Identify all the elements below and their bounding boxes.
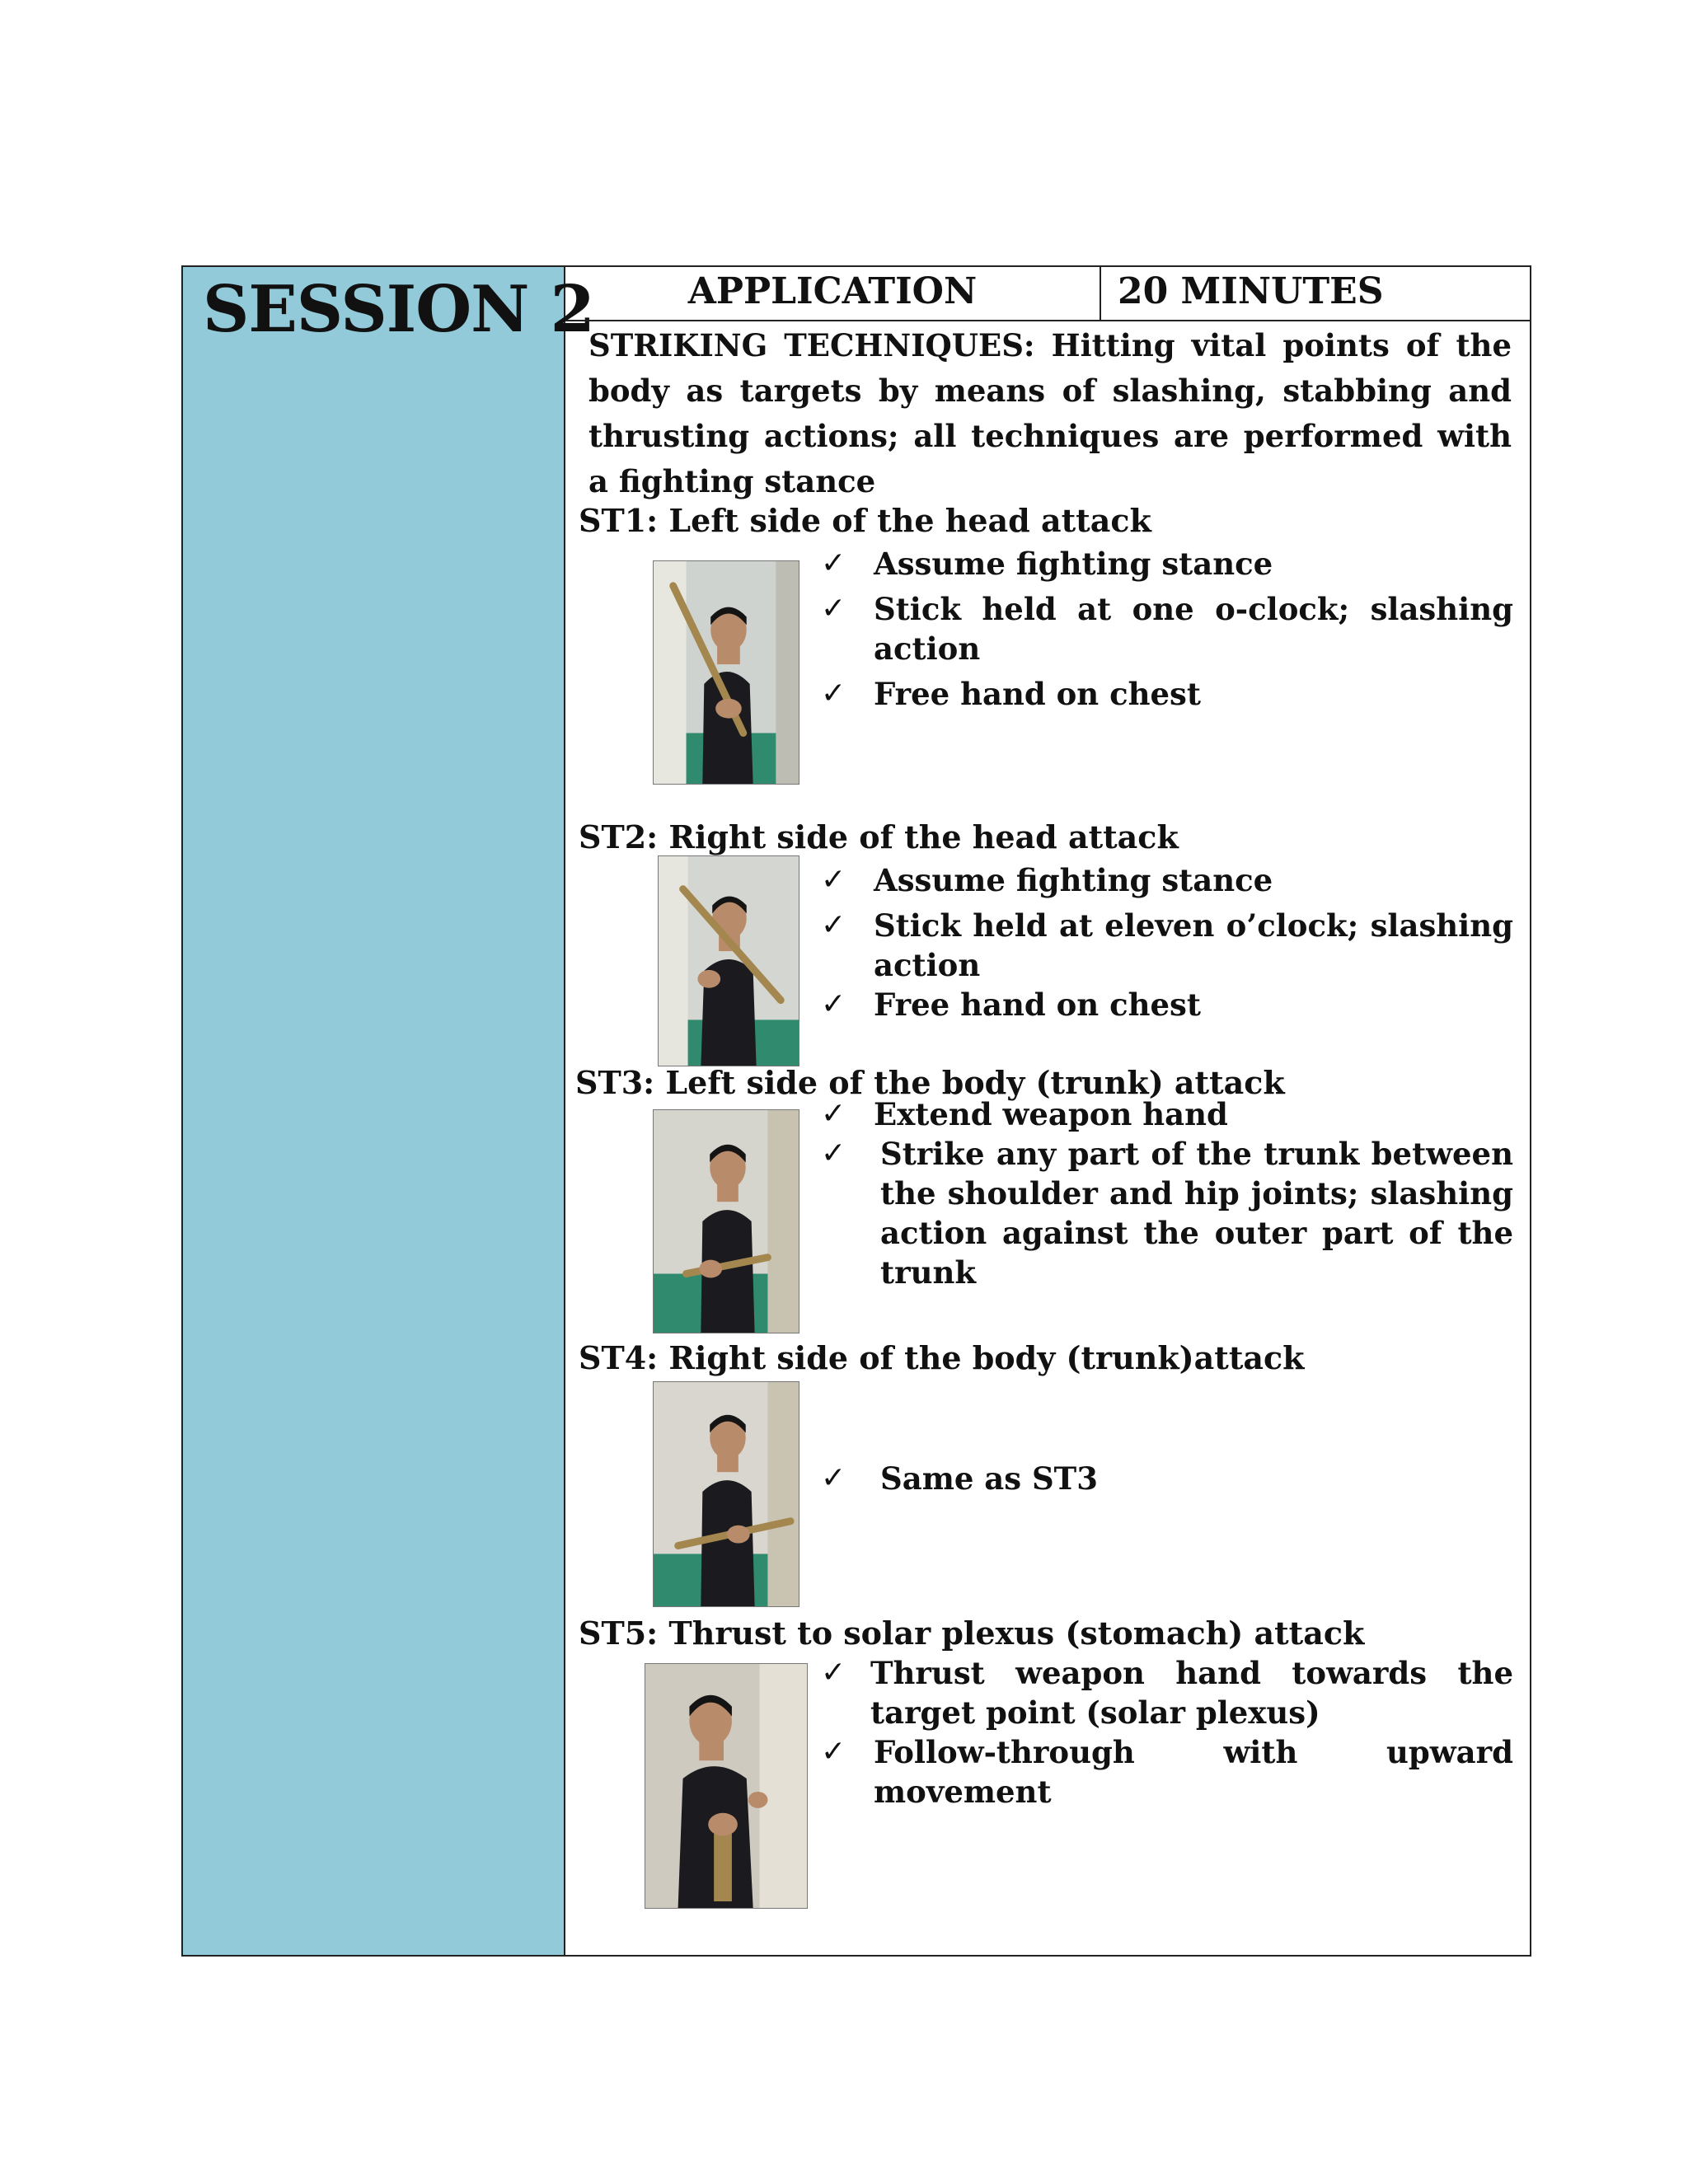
bullet-text: Assume fighting stance	[874, 546, 1273, 582]
check-icon: ✓	[821, 863, 846, 897]
technique-title-st1: ST1: Left side of the head attack	[579, 502, 1151, 539]
technique-photo-st2	[658, 855, 799, 1066]
check-icon: ✓	[821, 908, 846, 942]
bullet-text: Stick held at one o-clock; slashing action	[874, 591, 1513, 667]
check-icon: ✓	[821, 1461, 846, 1495]
bullet-text: Strike any part of the trunk between the shoulder and hip joints; slashing action against the outer part of the trunk	[880, 1136, 1513, 1291]
check-icon: ✓	[821, 1735, 846, 1769]
check-icon: ✓	[821, 677, 846, 710]
bullet-list-st2	[821, 860, 1513, 1024]
technique-photo-st5	[645, 1663, 808, 1909]
technique-title-st3: ST3: Left side of the body (trunk) attack	[575, 1064, 1285, 1101]
bullet-list-st1	[821, 544, 1513, 714]
photo-st2-illustration	[659, 856, 799, 1066]
header-phase: APPLICATION	[565, 267, 1101, 320]
bullet-text: Thrust weapon hand towards the target point (solar plexus)	[870, 1655, 1513, 1731]
bullet-item	[821, 906, 1513, 985]
bullet-text: Follow-through with upward movement	[874, 1734, 1513, 1810]
header-row	[565, 267, 1530, 321]
bullet-text: Stick held at eleven o’clock; slashing action	[874, 907, 1513, 983]
bullet-item	[821, 674, 1513, 714]
header-duration: 20 MINUTES	[1118, 270, 1384, 312]
technique-photo-st3	[653, 1109, 799, 1333]
intro-text: STRIKING TECHNIQUES: Hitting vital points of the body as targets by means of slashing, stabbing and thrusting actions; all techniques are performed with a fighting stance	[588, 327, 1512, 499]
bullet-item	[821, 1732, 1513, 1811]
bullet-text: Extend weapon hand	[874, 1096, 1228, 1132]
bullet-item	[821, 1459, 1513, 1498]
photo-st4-illustration	[654, 1382, 799, 1606]
bullet-item	[821, 1094, 1513, 1134]
technique-photo-st1	[653, 560, 799, 785]
bullet-list-st4	[821, 1459, 1513, 1498]
session-title: SESSION 2	[203, 272, 594, 347]
check-icon: ✓	[821, 987, 846, 1021]
bullet-text: Assume fighting stance	[874, 862, 1273, 898]
photo-st1-illustration	[654, 561, 799, 784]
bullet-item	[821, 589, 1513, 668]
bullet-item	[821, 860, 1513, 900]
session-column	[183, 267, 594, 1955]
technique-title-st2: ST2: Right side of the head attack	[579, 818, 1179, 855]
check-icon: ✓	[821, 1097, 846, 1131]
check-icon: ✓	[821, 592, 846, 626]
technique-photo-st4	[653, 1381, 799, 1607]
bullet-list-st5	[821, 1653, 1513, 1811]
photo-st5-illustration	[645, 1664, 807, 1908]
bullet-item	[821, 1653, 1513, 1732]
check-icon: ✓	[821, 1137, 846, 1170]
session-table	[181, 265, 1531, 1957]
bullet-text: Same as ST3	[880, 1460, 1098, 1497]
check-icon: ✓	[821, 1656, 846, 1690]
bullet-text: Free hand on chest	[874, 676, 1201, 712]
technique-title-st5: ST5: Thrust to solar plexus (stomach) attack	[579, 1615, 1365, 1652]
bullet-list-st3	[821, 1094, 1513, 1292]
bullet-item	[821, 985, 1513, 1024]
bullet-item	[821, 1134, 1513, 1292]
bullet-item	[821, 544, 1513, 583]
photo-st3-illustration	[654, 1110, 799, 1333]
technique-title-st4: ST4: Right side of the body (trunk)attack	[579, 1339, 1305, 1376]
check-icon: ✓	[821, 546, 846, 580]
bullet-text: Free hand on chest	[874, 987, 1201, 1023]
